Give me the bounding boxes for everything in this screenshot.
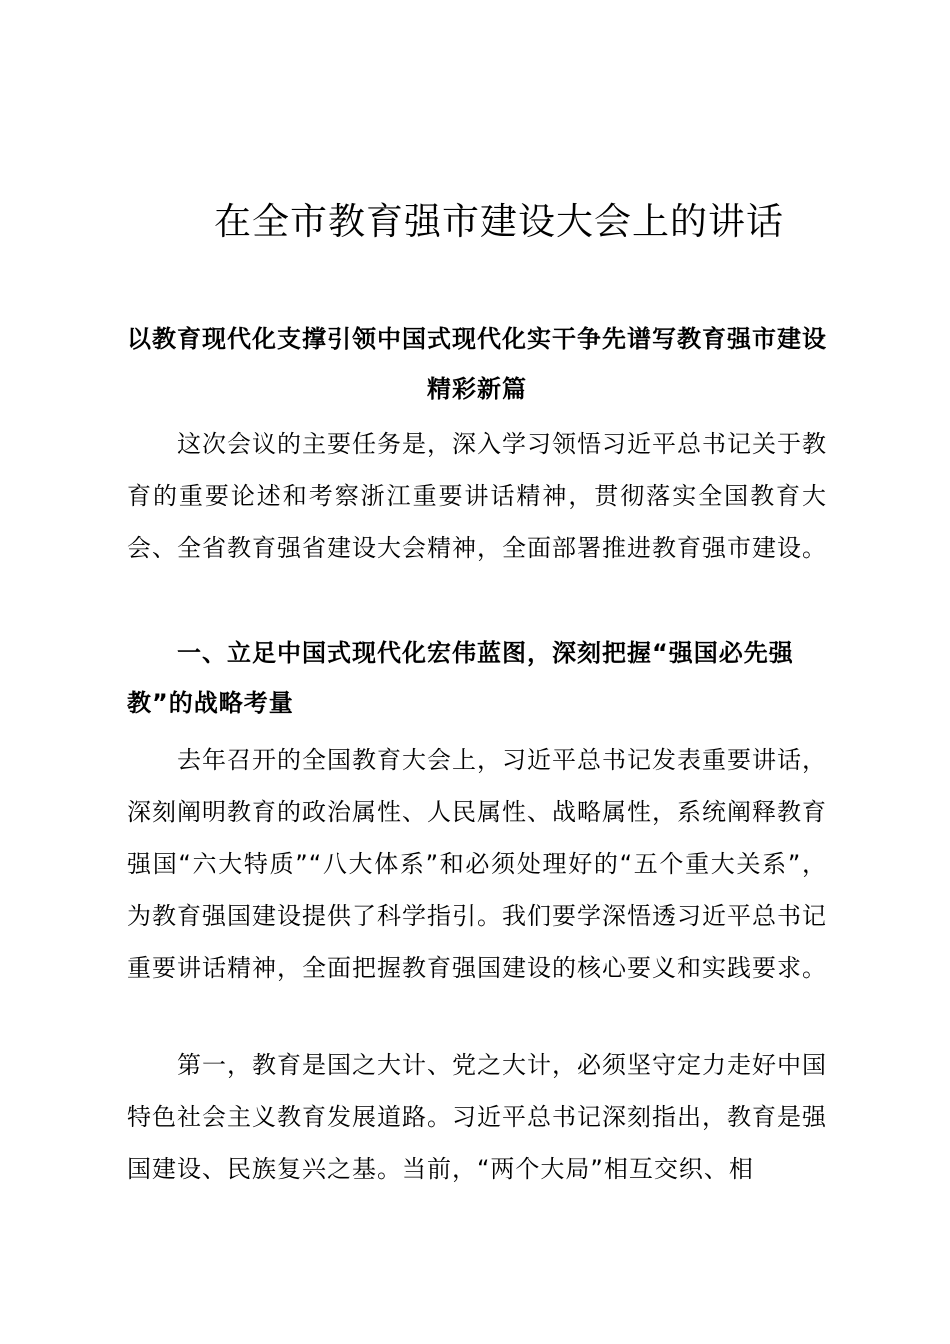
section-heading: 一、立足中国式现代化宏伟蓝图，深刻把握“强国必先强教”的战略考量	[127, 639, 794, 717]
paragraph-speech: 去年召开的全国教育大会上，习近平总书记发表重要讲话，深刻阐明教育的政治属性、人民属性、战略属性，系统阐释教育强国“六大特质”“八大体系”和必须处理好的“五个重大关系”，为教育强国建设提供了科学指引。我们要学深悟透习近平总书记重要讲话精神，全面把握教育强国建设的核心要义和实践要求。	[127, 746, 827, 982]
document-subtitle: 以教育现代化支撑引领中国式现代化实干争先谱写教育强市建设精彩新篇	[127, 325, 827, 403]
document-title: 在全市教育强市建设大会上的讲话	[214, 200, 784, 243]
paragraph-first-point: 第一，教育是国之大计、党之大计，必须坚守定力走好中国特色社会主义教育发展道路。习近平总书记深刻指出，教育是强国建设、民族复兴之基。当前，“两个大局”相互交织、相	[127, 1051, 827, 1183]
paragraph-intro: 这次会议的主要任务是，深入学习领悟习近平总书记关于教育的重要论述和考察浙江重要讲话精神，贯彻落实全国教育大会、全省教育强省建设大会精神，全面部署推进教育强市建设。	[127, 430, 827, 562]
